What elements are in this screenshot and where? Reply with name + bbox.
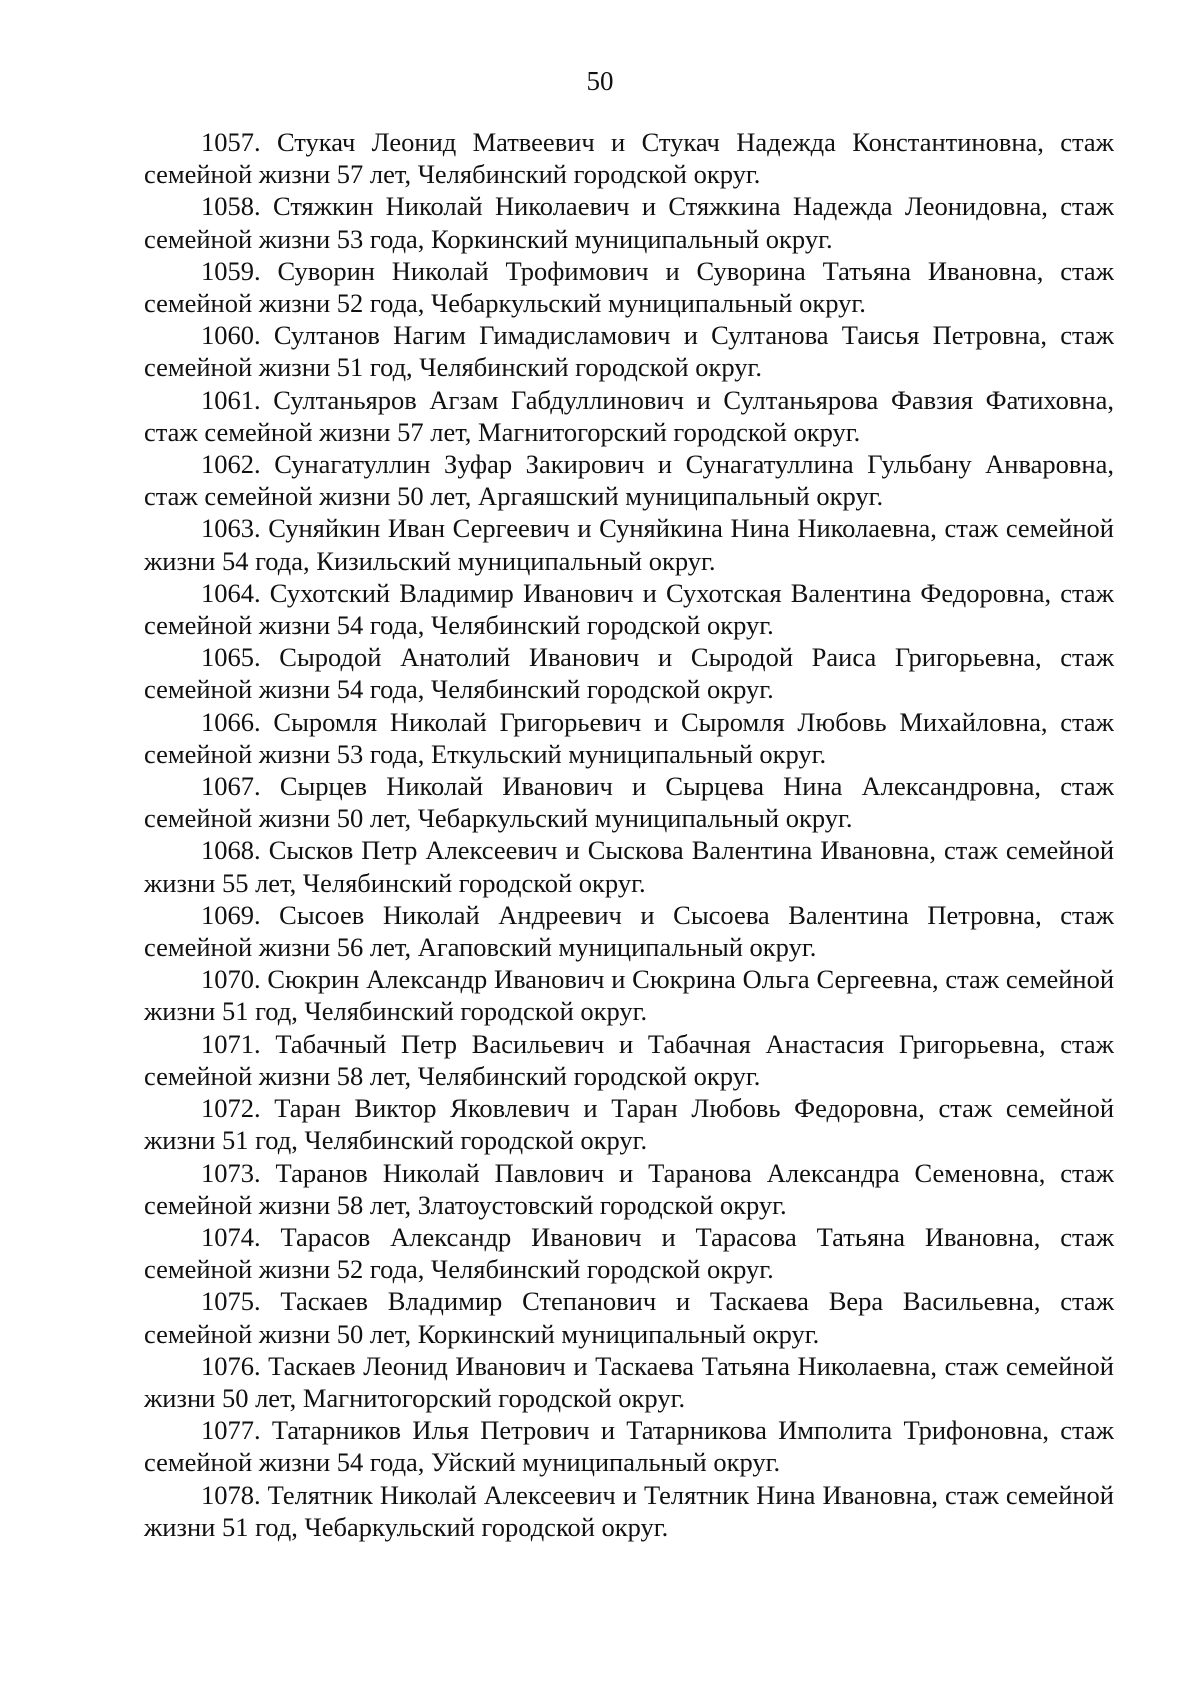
list-item: 1074. Тарасов Александр Иванович и Тарасова Татьяна Ивановна, стаж семейной жизни 52 года, Челябинский городской округ.: [144, 1221, 1114, 1285]
list-item: 1069. Сысоев Николай Андреевич и Сысоева Валентина Петровна, стаж семейной жизни 56 лет, Агаповский муниципальный округ.: [144, 899, 1114, 963]
list-item: 1076. Таскаев Леонид Иванович и Таскаева Татьяна Николаевна, стаж семейной жизни 50 лет, Магнитогорский городской округ.: [144, 1350, 1114, 1413]
list-item: 1067. Сырцев Николай Иванович и Сырцева Нина Александровна, стаж семейной жизни 50 лет, Чебаркульский муниципальный округ.: [144, 771, 1114, 834]
list-item: 1071. Табачный Петр Васильевич и Табачная Анастасия Григорьевна, стаж семейной жизни 58 лет, Челябинский городской округ.: [144, 1028, 1114, 1091]
list-item: 1068. Сысков Петр Алексеевич и Сыскова Валентина Ивановна, стаж семейной жизни 55 лет, Челябинский городской округ.: [144, 835, 1114, 898]
list-item: 1075. Таскаев Владимир Степанович и Таскаева Вера Васильевна, стаж семейной жизни 50 лет, Коркинский муниципальный округ.: [144, 1286, 1114, 1349]
list-item: 1064. Сухотский Владимир Иванович и Сухотская Валентина Федоровна, стаж семейной жизни 54 года, Челябинский городской округ.: [144, 577, 1114, 641]
page-number: 50: [586, 66, 614, 96]
list-item: 1062. Сунагатуллин Зуфар Закирович и Сунагатуллина Гульбану Анваровна, стаж семейной жизни 50 лет, Аргаяшский муниципальный округ.: [144, 449, 1114, 512]
list-item: 1059. Суворин Николай Трофимович и Суворина Татьяна Ивановна, стаж семейной жизни 52 года, Чебаркульский муниципальный округ.: [144, 255, 1114, 319]
list-item: 1078. Телятник Николай Алексеевич и Телятник Нина Ивановна, стаж семейной жизни 51 год, Чебаркульский городской округ.: [144, 1479, 1114, 1542]
list-item: 1060. Султанов Нагим Гимадисламович и Султанова Таисья Петровна, стаж семейной жизни 51 год, Челябинский городской округ.: [144, 320, 1114, 383]
list-item: 1077. Татарников Илья Петрович и Татарникова Имполита Трифоновна, стаж семейной жизни 54 года, Уйский муниципальный округ.: [144, 1415, 1114, 1478]
list-item: 1065. Сыродой Анатолий Иванович и Сыродой Раиса Григорьевна, стаж семейной жизни 54 года, Челябинский городской округ.: [144, 642, 1114, 705]
list-item: 1066. Сыромля Николай Григорьевич и Сыромля Любовь Михайловна, стаж семейной жизни 53 года, Еткульский муниципальный округ.: [144, 706, 1114, 769]
list-item: 1063. Суняйкин Иван Сергеевич и Суняйкина Нина Николаевна, стаж семейной жизни 54 года, Кизильский муниципальный округ.: [144, 513, 1114, 576]
list-item: 1073. Таранов Николай Павлович и Таранова Александра Семеновна, стаж семейной жизни 58 лет, Златоустовский городской округ.: [144, 1157, 1114, 1220]
list-item: 1057. Стукач Леонид Матвеевич и Стукач Надежда Константиновна, стаж семейной жизни 57 лет, Челябинский городской округ.: [144, 127, 1114, 190]
list-item: 1072. Таран Виктор Яковлевич и Таран Любовь Федоровна, стаж семейной жизни 51 год, Челябинский городской округ.: [144, 1093, 1114, 1156]
list-item: 1070. Сюкрин Александр Иванович и Сюкрина Ольга Сергеевна, стаж семейной жизни 51 год, Челябинский городской округ.: [144, 964, 1114, 1027]
list-item: 1061. Султаньяров Агзам Габдуллинович и Султаньярова Фавзия Фатиховна, стаж семейной жизни 57 лет, Магнитогорский городской округ.: [144, 384, 1114, 447]
entry-list: [144, 126, 1114, 1543]
list-item: 1058. Стяжкин Николай Николаевич и Стяжкина Надежда Леонидовна, стаж семейной жизни 53 года, Коркинский муниципальный округ.: [144, 191, 1114, 254]
